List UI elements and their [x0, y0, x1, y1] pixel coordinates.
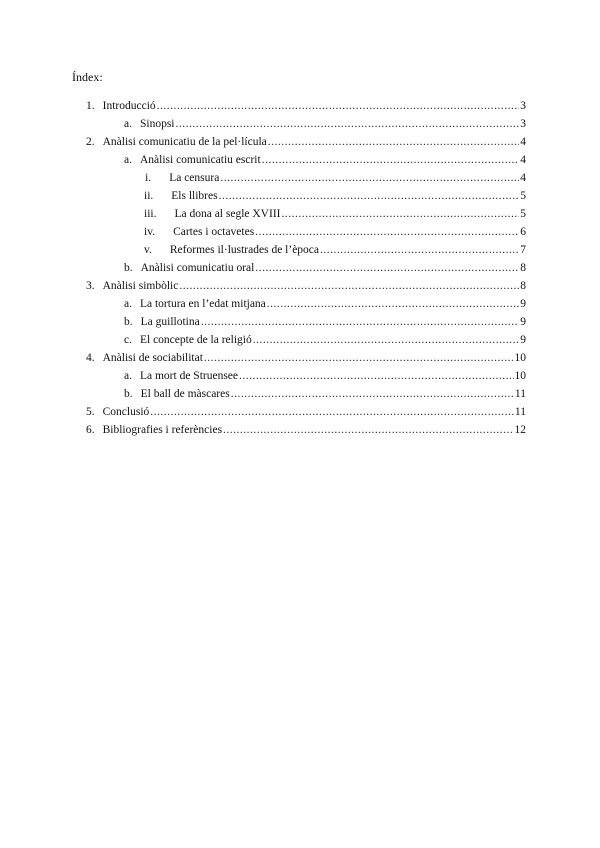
- toc-entry[interactable]: [86, 99, 526, 114]
- entry-number: 4.: [86, 352, 95, 364]
- toc-entry[interactable]: [86, 351, 526, 366]
- entry-page: 4: [520, 136, 526, 148]
- toc-entry[interactable]: [86, 279, 526, 294]
- entry-number: b.: [124, 316, 133, 328]
- dot-leader: [262, 153, 520, 167]
- toc-entry[interactable]: [144, 243, 526, 258]
- entry-title: Els llibres: [171, 190, 218, 202]
- toc-entry[interactable]: [144, 189, 526, 204]
- index-heading: Índex:: [72, 70, 103, 84]
- toc-entry[interactable]: [124, 333, 526, 348]
- entry-title: Sinopsi: [139, 118, 175, 130]
- entry-title: La guillotina: [140, 316, 200, 328]
- toc-entry[interactable]: [124, 261, 526, 276]
- toc-entry[interactable]: [124, 297, 526, 312]
- toc-entry[interactable]: [124, 387, 526, 402]
- entry-number: a.: [124, 154, 132, 166]
- dot-leader: [255, 225, 519, 239]
- entry-title: El ball de màscares: [140, 388, 230, 400]
- dot-leader: [231, 387, 514, 401]
- dot-leader: [267, 297, 519, 311]
- entry-title: Conclusió: [102, 406, 150, 418]
- dot-leader: [320, 243, 519, 257]
- dot-leader: [204, 351, 514, 365]
- entry-number: c.: [124, 334, 132, 346]
- entry-title: Bibliografies i referències: [102, 424, 223, 436]
- entry-page: 4: [520, 172, 526, 184]
- entry-title: Anàlisi comunicatiu de la pel·lícula: [102, 136, 267, 148]
- toc-entry[interactable]: [124, 117, 526, 132]
- entry-number: iv.: [144, 226, 156, 238]
- entry-page: 5: [520, 208, 526, 220]
- dot-leader: [223, 423, 513, 437]
- entry-title: Reformes il·lustrades de l’època: [169, 244, 320, 256]
- entry-number: ii.: [144, 190, 154, 202]
- toc-entry[interactable]: [124, 369, 526, 384]
- entry-title: La mort de Struensee: [139, 370, 239, 382]
- dot-leader: [239, 369, 513, 383]
- toc-entry[interactable]: [144, 225, 526, 240]
- entry-title: Anàlisi de sociabilitat: [102, 352, 203, 364]
- entry-number: 2.: [86, 136, 95, 148]
- entry-page: 10: [514, 352, 526, 364]
- dot-leader: [201, 315, 520, 329]
- entry-page: 6: [520, 226, 526, 238]
- toc-entry[interactable]: [124, 315, 526, 330]
- entry-page: 8: [520, 280, 526, 292]
- toc-entry[interactable]: [144, 171, 526, 186]
- toc-entry[interactable]: [86, 405, 526, 420]
- entry-page: 9: [520, 298, 526, 310]
- entry-number: 3.: [86, 280, 95, 292]
- entry-page: 4: [520, 154, 526, 166]
- toc-entry[interactable]: [144, 207, 526, 222]
- entry-number: 5.: [86, 406, 95, 418]
- toc-entry[interactable]: [86, 135, 526, 150]
- entry-number: v.: [144, 244, 152, 256]
- entry-title: Anàlisi comunicatiu escrit: [139, 154, 261, 166]
- entry-page: 3: [520, 100, 526, 112]
- entry-number: iii.: [144, 208, 157, 220]
- dot-leader: [150, 405, 514, 419]
- entry-number: a.: [124, 118, 132, 130]
- dot-leader: [176, 117, 520, 131]
- entry-title: Cartes i octavetes: [173, 226, 255, 238]
- entry-title: La dona al segle XVIII: [174, 208, 281, 220]
- entry-number: 6.: [86, 424, 95, 436]
- dot-leader: [268, 135, 519, 149]
- entry-page: 12: [514, 424, 526, 436]
- dot-leader: [253, 333, 520, 347]
- entry-title: La censura: [169, 172, 220, 184]
- entry-title: Anàlisi simbòlic: [102, 280, 179, 292]
- entry-title: Anàlisi comunicatiu oral: [140, 262, 255, 274]
- entry-title: La tortura en l’edat mitjana: [139, 298, 266, 310]
- entry-number: a.: [124, 298, 132, 310]
- entry-page: 7: [520, 244, 526, 256]
- entry-number: a.: [124, 370, 132, 382]
- entry-page: 10: [514, 370, 526, 382]
- entry-number: b.: [124, 388, 133, 400]
- toc-entry[interactable]: [86, 423, 526, 438]
- entry-number: b.: [124, 262, 133, 274]
- dot-leader: [281, 207, 519, 221]
- dot-leader: [157, 99, 520, 113]
- toc-entry[interactable]: [124, 153, 526, 168]
- dot-leader: [179, 279, 519, 293]
- entry-page: 11: [514, 406, 526, 418]
- dot-leader: [219, 189, 520, 203]
- entry-page: 8: [520, 262, 526, 274]
- dot-leader: [255, 261, 519, 275]
- entry-number: 1.: [86, 100, 95, 112]
- entry-page: 9: [520, 316, 526, 328]
- entry-title: Introducció: [102, 100, 156, 112]
- entry-number: i.: [145, 172, 152, 184]
- entry-page: 3: [520, 118, 526, 130]
- dot-leader: [220, 171, 519, 185]
- entry-title: El concepte de la religió: [139, 334, 252, 346]
- entry-page: 5: [520, 190, 526, 202]
- entry-page: 11: [514, 388, 526, 400]
- entry-page: 9: [520, 334, 526, 346]
